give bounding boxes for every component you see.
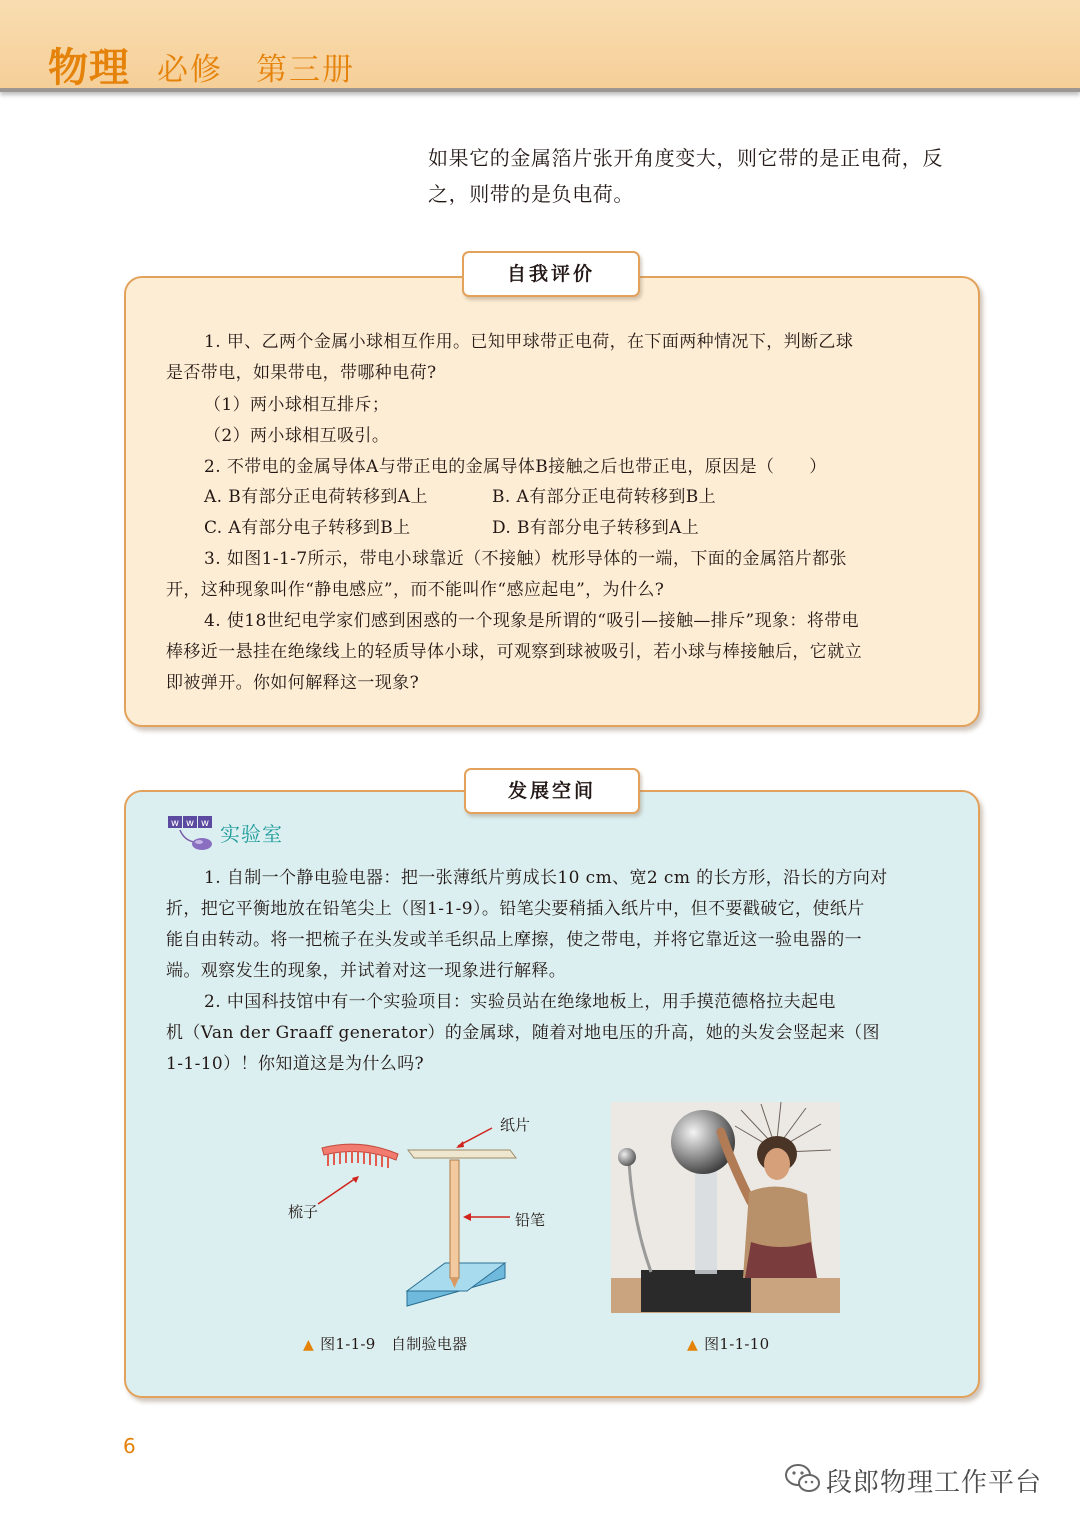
wechat-icon [784, 1462, 822, 1496]
q4-line-2: 棒移近一悬挂在绝缘线上的轻质导体小球，可观察到球被吸引，若小球与棒接触后，它就立 [166, 642, 862, 662]
comb-arrow [318, 1178, 356, 1204]
lab-title: 实验室 [220, 822, 283, 846]
svg-text:w: w [200, 818, 210, 829]
intro-line-1: 如果它的金属箔片张开角度变大，则它带的是正电荷，反 [428, 146, 943, 170]
intro-paragraph [428, 140, 988, 212]
q3-line-1: 3. 如图1-1-7所示，带电小球靠近（不接触）枕形导体的一端，下面的金属箔片都张 [204, 549, 847, 569]
q2-option-a: A. B有部分正电荷转移到A上 [204, 487, 428, 507]
q4-line-3: 即被弹开。你如何解释这一现象? [166, 673, 420, 693]
svg-text:w: w [185, 818, 195, 829]
watermark-text: 段郎物理工作平台 [826, 1468, 1043, 1498]
pencil [450, 1160, 459, 1278]
lab1-line-3: 能自由转动。将一把梳子在头发或羊毛织品上摩擦，使之带电，并将它靠近这一验电器的一 [166, 930, 862, 950]
lab1-line-4: 端。观察发生的现象，并试着对这一现象进行解释。 [166, 961, 567, 981]
van-de-graaff-photo [611, 1102, 840, 1313]
q2-option-b: B. A有部分正电荷转移到B上 [492, 487, 717, 507]
q2-option-c: C. A有部分电子转移到B上 [204, 518, 411, 538]
label-comb: 梳子 [288, 1203, 319, 1221]
q3-line-2: 开，这种现象叫作“静电感应”，而不能叫作“感应起电”，为什么? [166, 580, 665, 600]
figure-1-caption: ▲ 图1-1-9 自制验电器 [303, 1335, 468, 1353]
q1-line-2: 是否带电，如果带电，带哪种电荷? [166, 363, 437, 383]
q1-sub-2: （2）两小球相互吸引。 [204, 426, 390, 446]
label-pencil: 铅笔 [515, 1211, 546, 1229]
lab1-line-1: 1. 自制一个静电验电器：把一张薄纸片剪成长10 cm、宽2 cm 的长方形，沿长的方向对 [204, 868, 888, 888]
intro-line-2: 之，则带的是负电荷。 [428, 182, 634, 206]
page-number: 6 [123, 1434, 136, 1458]
svg-text:w: w [170, 818, 180, 829]
label-paper: 纸片 [500, 1116, 531, 1134]
figure-2-caption: ▲ 图1-1-10 [687, 1335, 770, 1353]
book-title: 物理 [48, 45, 130, 91]
lab2-line-1: 2. 中国科技馆中有一个实验项目：实验员站在绝缘地板上，用手摸范德格拉夫起电 [204, 992, 836, 1012]
lab2-line-3: 1-1-10）！你知道这是为什么吗? [166, 1054, 425, 1074]
q1-sub-1: （1）两小球相互排斥； [204, 395, 390, 415]
self-eval-tab: 自我评价 [462, 251, 640, 297]
paper-strip [408, 1150, 516, 1158]
caption-triangle-icon: ▲ [303, 1337, 315, 1353]
development-tab: 发展空间 [464, 768, 640, 814]
www-globe-icon [168, 814, 216, 854]
q1-line-1: 1. 甲、乙两个金属小球相互作用。已知甲球带正电荷，在下面两种情况下，判断乙球 [204, 332, 854, 352]
book-subtitle: 必修 第三册 [157, 52, 355, 88]
lab1-line-2: 折，把它平衡地放在铅笔尖上（图1-1-9）。铅笔尖要稍插入纸片中，但不要戳破它，使纸片 [166, 899, 865, 919]
q2-option-d: D. B有部分电子转移到A上 [492, 518, 700, 538]
page-header [0, 0, 1080, 92]
q2-line-1: 2. 不带电的金属导体A与带正电的金属导体B接触之后也带正电，原因是（ ） [204, 457, 827, 477]
q4-line-1: 4. 使18世纪电学家们感到困惑的一个现象是所谓的“吸引—接触—排斥”现象：将带电 [204, 611, 860, 631]
caption-triangle-icon-2: ▲ [687, 1337, 699, 1353]
lab2-line-2: 机（Van der Graaff generator）的金属球，随着对地电压的升高，她的头发会竖起来（图 [166, 1023, 880, 1043]
